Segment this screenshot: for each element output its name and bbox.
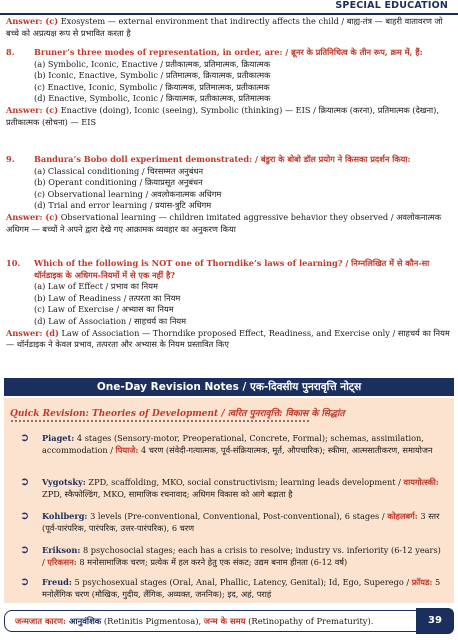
revision-item-freud (20, 576, 446, 600)
question-answer (6, 328, 452, 351)
question-title (6, 258, 452, 281)
item-label: Freud: (42, 577, 72, 587)
revision-item-vygotsky (20, 476, 446, 500)
header-rule (0, 13, 458, 15)
item-hindi-text: 5 मनोलैंगिक चरण (मौखिक, गुदीय, लैंगिक, अव्यक्त, जननिक); इद, अहं, पराहं (42, 577, 441, 599)
q7-answer (6, 16, 452, 39)
question-text: Bandura’s Bobo doll experiment demonstrated: / बंडुरा के बोबो डॉल प्रयोग ने किसका प्रदर्शन किया: (34, 154, 411, 164)
answer-label: Answer: (c) (6, 104, 59, 115)
item-hindi-label: पियाजे: (115, 445, 139, 455)
item-text: 3 levels (Pre-conventional, Conventional, Post-conventional), 6 stages / (87, 511, 388, 521)
option-d: (d) Enactive, Symbolic, Iconic / क्रियात्मक, प्रतीकात्मक, प्रतिमात्मक (34, 93, 271, 104)
item-text: 5 psychosexual stages (Oral, Anal, Phallic, Latency, Genital); Id, Ego, Superego / (71, 577, 412, 587)
question-10 (6, 258, 452, 351)
option-c: (c) Law of Exercise / अभ्यास का नियम (34, 304, 174, 315)
page-header-title: SPECIAL EDUCATION (335, 0, 448, 11)
item-hindi-label: एरिकसन: (47, 557, 77, 567)
option-d: (d) Trial and error learning / प्रयास-त्रुटि अधिगम (34, 200, 212, 211)
answer-text: Exosystem — external environment that indirectly affects the child / बाह्य-तंत्र — बाहरी वातावरण जो बच्चे को अप्रत्यक्ष रूप से प्रभावित करता है (6, 16, 443, 38)
item-text: ZPD, scaffolding, MKO, social constructivism; learning leads development / (85, 477, 404, 487)
item-hindi-text: 4 चरण (संवेदी-गत्यात्मक, पूर्व-संक्रियात्मक, मूर्त, औपचारिक); स्कीमा, आत्मसातीकरण, समायोजन (138, 445, 433, 455)
item-text: 8 psychosocial stages; each has a crisis to resolve; industry vs. inferiority (6-12 years) / (42, 545, 441, 567)
item-label: Piaget: (42, 433, 75, 443)
item-hindi-text: 3 स्तर (पूर्व-पारंपरिक, पारंपरिक, उत्तर-पारंपरिक), 6 चरण (42, 511, 440, 533)
quick-revision-panel (4, 398, 454, 603)
item-hindi-label: कोहलबर्ग: (387, 511, 418, 521)
question-title (6, 47, 452, 59)
page-number: 39 (416, 608, 454, 634)
squiggle-divider (10, 419, 310, 423)
answer-text: Observational learning — children imitated aggressive behavior they observed / अवलोकनात्मक अधिगम — बच्चों ने अपने द्वारा देखे गए आक्रामक व्यवहार का अनुकरण किया (6, 211, 442, 234)
option-b: (b) Operant conditioning / क्रियाप्रसूत अनुबंधन (34, 177, 203, 188)
question-number: 8. (6, 47, 15, 57)
arrow-bullet-icon: ➲ (20, 509, 30, 522)
answer-label: Answer: (c) (6, 16, 59, 26)
item-label: Erikson: (42, 545, 81, 555)
question-9 (6, 154, 452, 235)
footer-part-4: जन्म के समय (203, 616, 246, 626)
answer-label: Answer: (c) (6, 211, 59, 222)
question-8 (6, 47, 452, 128)
revision-item-erikson (20, 544, 446, 568)
answer-text: Enactive (doing), Iconic (seeing), Symbolic (thinking) — EIS / क्रियात्मक (करना), प्रतिमात्मक (देखना), प्रतीकात्मक (सोचना) — EIS (6, 104, 439, 127)
footer-part-2: आनुवंशिक (69, 616, 102, 626)
option-d: (d) Law of Association / साहचर्य का नियम (34, 315, 187, 326)
option-a: (a) Classical conditioning / चिरसम्मत अनुबंधन (34, 165, 204, 176)
option-b: (b) Law of Readiness / तत्परता का नियम (34, 292, 181, 303)
item-hindi-label: फ्रॉयड: (411, 577, 433, 587)
question-answer (6, 212, 452, 235)
question-title (6, 154, 452, 166)
footer-part-1: जन्मजात कारण: (15, 616, 70, 626)
revision-item-piaget (20, 432, 446, 456)
footer-part-5: (Retinopathy of Prematurity). (245, 616, 374, 626)
option-c: (c) Observational learning / अवलोकनात्मक अधिगम (34, 188, 222, 199)
item-hindi-text: ZPD, स्कैफोल्डिंग, MKO, सामाजिक रचनावाद; अधिगम विकास को आगे बढ़ाता है (42, 489, 293, 499)
quick-revision-title: Quick Revision: Theories of Development / त्वरित पुनरावृत्ति: विकास के सिद्धांत (10, 409, 345, 419)
arrow-bullet-icon: ➲ (20, 431, 30, 444)
question-number: 9. (6, 154, 15, 164)
revision-item-kohlberg (20, 510, 446, 534)
item-hindi-label: वायगोत्स्की: (403, 477, 439, 487)
option-c: (c) Enactive, Iconic, Symbolic / क्रियात्मक, प्रतिमात्मक, प्रतीकात्मक (34, 81, 270, 92)
arrow-bullet-icon: ➲ (20, 543, 30, 556)
option-a: (a) Law of Effect / प्रभाव का नियम (34, 281, 158, 292)
arrow-bullet-icon: ➲ (20, 575, 30, 588)
answer-text: Law of Association — Thorndike proposed Effect, Readiness, and Exercise only / साहचर्य का नियम — थॉर्नडाइक ने केवल प्रभाव, तत्परता और अभ्यास के नियम प्रस्तावित किए (6, 327, 450, 350)
item-label: Vygotsky: (42, 477, 86, 487)
item-hindi-text: 8 मनोसामाजिक चरण; प्रत्येक में हल करने हेतु एक संकट; उद्यम बनाम हीनता (6-12 वर्ष) (76, 557, 348, 567)
footer-part-3: (Retinitis Pigmentosa), (101, 616, 204, 626)
question-text: Which of the following is NOT one of Thorndike’s laws of learning? / निम्नलिखित में से कौन-सा थॉर्नडाइक के अधिगम-नियमों में से एक नहीं है? (34, 258, 430, 280)
item-text: 4 stages (Sensory-motor, Preoperational, Concrete, Formal); schemas, assimilation, accommodation / (42, 433, 424, 455)
answer-label: Answer: (d) (6, 327, 59, 338)
question-answer (6, 105, 452, 128)
option-b: (b) Iconic, Enactive, Symbolic / प्रतिमात्मक, क्रियात्मक, प्रतीकात्मक (34, 70, 271, 81)
item-label: Kohlberg: (42, 511, 88, 521)
arrow-bullet-icon: ➲ (20, 475, 30, 488)
revision-notes-banner: One-Day Revision Notes / एक-दिवसीय पुनरावृत्ति नोट्स (4, 378, 454, 396)
question-text: Bruner’s three modes of representation, in order, are: / ब्रूनर के प्रतिनिधित्व के तीन रूप, क्रम में, हैं: (34, 47, 423, 57)
option-a: (a) Symbolic, Iconic, Enactive / प्रतीकात्मक, प्रतिमात्मक, क्रियात्मक (34, 58, 271, 69)
question-number: 10. (6, 258, 21, 268)
footer-note (4, 610, 418, 632)
